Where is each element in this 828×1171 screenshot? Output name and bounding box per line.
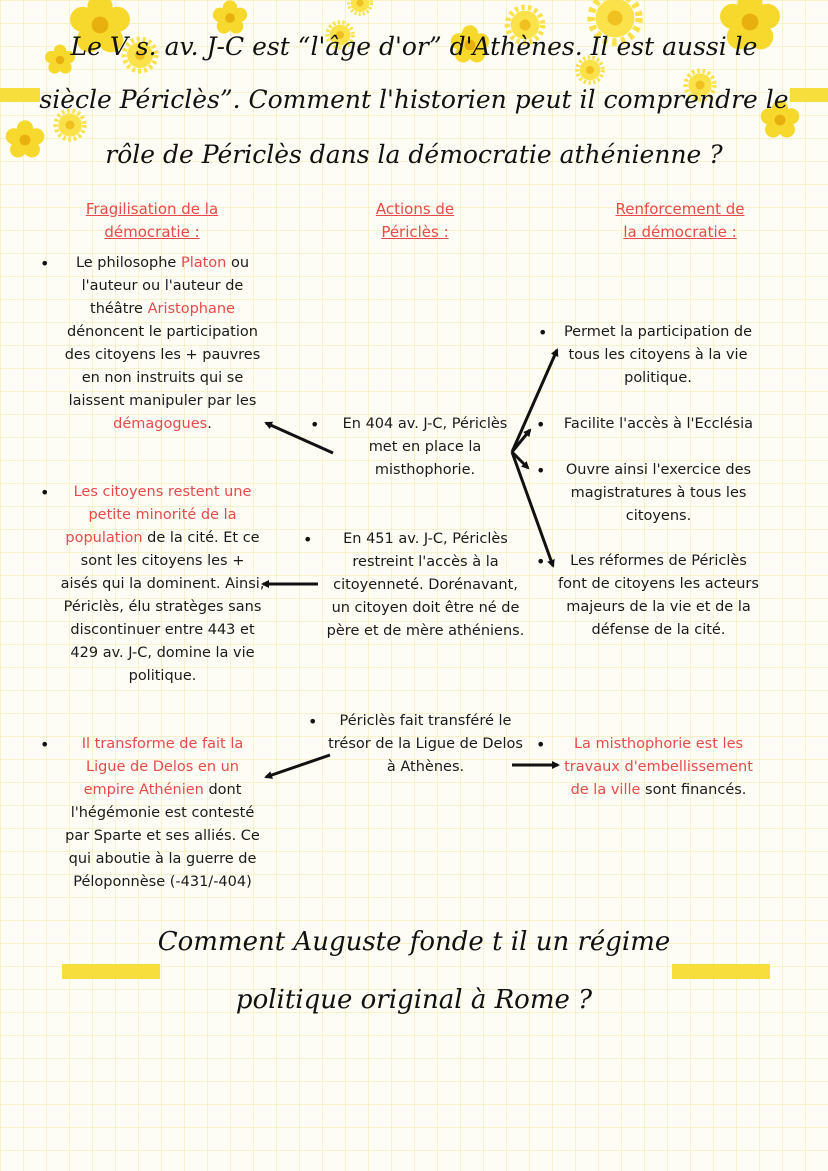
highlight: La misthophorie est les travaux d'embellissement de la ville (564, 736, 753, 798)
yellow-highlight-bar-left (62, 964, 160, 979)
header-line: Périclès : (381, 223, 449, 241)
text: ou l'auteur ou l'auteur de théâtre (81, 255, 250, 317)
header-line: Actions de (375, 200, 455, 218)
arrow-misthophorie-to-left (266, 423, 333, 453)
text: Le philosophe (75, 255, 181, 271)
arrow-to-participation (512, 350, 557, 452)
right-item-magistratures: • Ouvre ainsi l'exercice des magistratures à tous les citoyens. (556, 459, 761, 528)
next-question-line-2: politique original à Rome ? (235, 985, 593, 1015)
yellow-highlight-bar-right (672, 964, 770, 979)
right-item-ecclesia: • Facilite l'accès à l'Ecclésia (556, 413, 761, 436)
highlight: Les citoyens restent une petite minorité de la population (65, 484, 252, 546)
header-line: Fragilisation de la (85, 200, 219, 218)
arrow-to-reformes (512, 452, 553, 566)
right-item-reformes: • Les réformes de Périclès font de citoyens les acteurs majeurs de la vie et de la défense de la cité. (556, 550, 761, 642)
highlight: démagogues (113, 416, 208, 432)
page-title-line-2: siècle Périclès”. Comment l'historien peut il comprendre le (39, 85, 789, 114)
page-title-line-1: Le V s. av. J-C est “l'âge d'or” d'Athènes. Il est aussi le (70, 32, 758, 61)
highlight: Aristophane (147, 301, 235, 317)
text: de la cité. Et ce sont les citoyens les + aisés qui la dominent. Ainsi, Périclès, élu stratèges sans discontinuer entre 443 et 429 av. J-C, domine la vie politique. (60, 530, 265, 684)
text: sont financés. (640, 782, 747, 798)
text: dénoncent le participation des citoyens les + pauvres en non instruits qui se laissent manipuler par les (64, 324, 261, 409)
highlight: Platon (180, 255, 227, 271)
next-question-line-1: Comment Auguste fonde t il un régime (157, 927, 671, 957)
right-item-participation: • Permet la participation de tous les citoyens à la vie politique. (558, 321, 758, 390)
header-line: Renforcement de (615, 200, 745, 218)
header-line: la démocratie : (623, 223, 737, 241)
middle-item-citoyennete: • En 451 av. J-C, Périclès restreint l'accès à la citoyenneté. Dorénavant, un citoyen doit être né de père et de mère athéniens. (323, 528, 528, 643)
text: . (207, 416, 212, 432)
middle-item-tresor: • Périclès fait transféré le trésor de la Ligue de Delos à Athènes. (328, 710, 523, 779)
text: dont l'hégémonie est contesté par Sparte et ses alliés. Ce qui aboutie à la guerre de Péloponnèse (-431/-404) (65, 782, 260, 890)
middle-item-misthophorie: • En 404 av. J-C, Périclès met en place la misthophorie. (330, 413, 520, 482)
page-title-line-3: rôle de Périclès dans la démocratie athénienne ? (105, 140, 723, 169)
header-line: démocratie : (104, 223, 200, 241)
highlight: Il transforme de fait la Ligue de Delos en un empire Athénien (81, 736, 244, 798)
arrow-tresor-to-left (266, 755, 330, 777)
